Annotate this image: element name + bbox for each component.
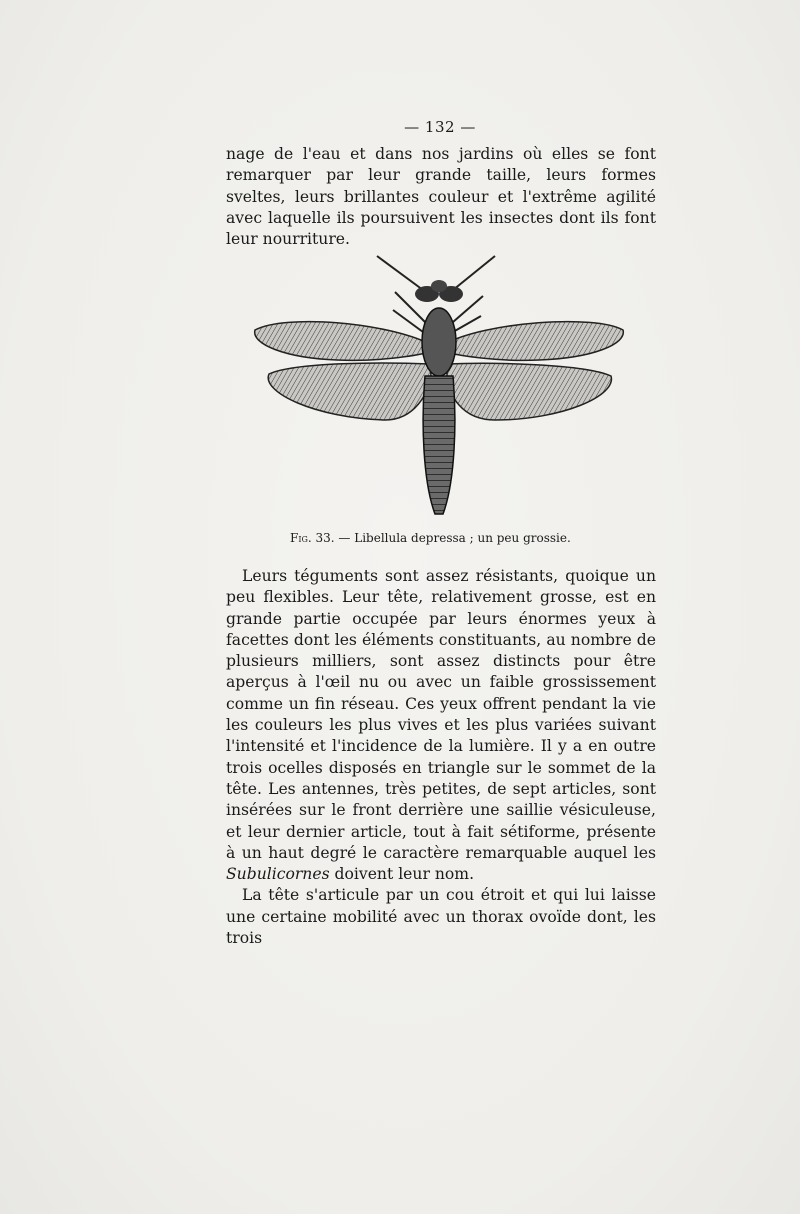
antenna-left [377, 256, 423, 290]
figure-caption-text: — Libellula depressa ; un peu grossie. [334, 531, 571, 545]
paragraph-2-end: doivent leur nom. [329, 865, 475, 884]
hindwing-right [447, 363, 611, 420]
forewing-right [445, 322, 623, 361]
forewing-left [255, 322, 430, 361]
paragraph-2 [226, 566, 656, 885]
antenna-right [453, 256, 495, 290]
page-number: — 132 — [404, 118, 476, 136]
dragonfly-illustration [245, 252, 635, 522]
paragraph-2-text: Leurs téguments sont assez résistants, quoique un peu flexibles. Leur tête, relativement grosse, est en grande partie occupée par leurs énormes yeux à facettes dont les éléments constituants, au nombre de plusieurs milliers, sont assez distincts pour être aperçus à l'œil nu ou avec un faible grossissement comme un fin réseau. Ces yeux offrent pendant la vie les couleurs les plus vives et les plus variées suivant l'intensité et l'incidence de la lumière. Il y a en outre trois ocelles disposés en triangle sur le sommet de la tête. Les antennes, très petites, de sept articles, sont insérées sur le front derrière une saillie vésiculeuse, et leur dernier article, tout à fait sétiforme, présente à un haut degré le caractère remarquable auquel les [226, 567, 656, 862]
hindwing-left [268, 363, 431, 420]
abdomen [423, 376, 455, 514]
paragraph-top-text: nage de l'eau et dans nos jardins où elles se font remarquer par leur grande taille, leurs formes sveltes, leurs brillantes couleur et l'extrême agilité avec laquelle ils poursuivent les insectes dont ils font leur nourriture. [226, 145, 656, 249]
thorax [422, 308, 456, 376]
figure-caption [290, 531, 610, 545]
paragraph-top [226, 144, 656, 250]
figure-label: Fig. 33. [290, 531, 335, 545]
main-text [226, 566, 656, 949]
paragraph-3: La tête s'articule par un cou étroit et qui lui laisse une certaine mobilité avec un thorax ovoïde dont, les trois [226, 886, 656, 948]
paragraph-2-italic: Subulicornes [226, 865, 330, 884]
